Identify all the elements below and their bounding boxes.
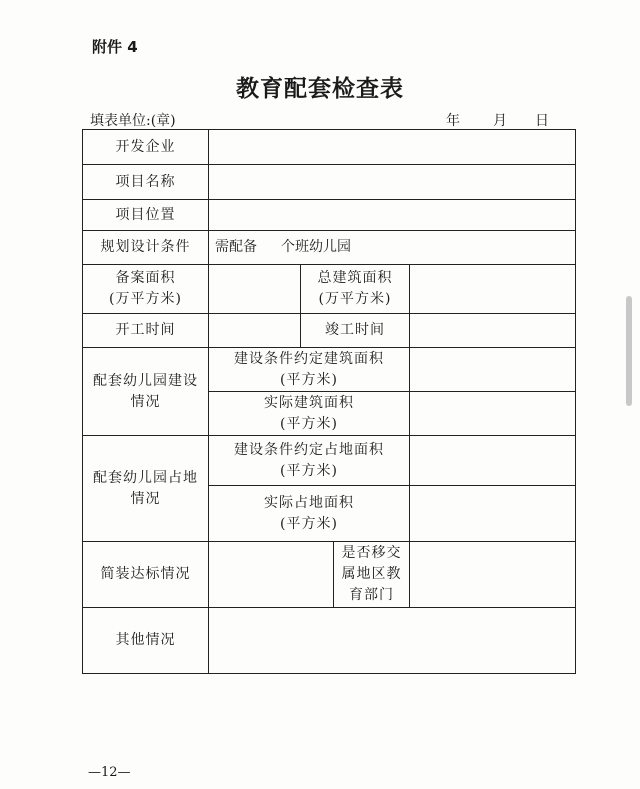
planning-conditions-label: 规划设计条件: [83, 231, 209, 265]
kindergarten-land-label: [83, 436, 209, 542]
table-row: [83, 231, 576, 265]
agreed-build-area-line2: (平方米): [280, 371, 338, 388]
planning-value-a: 需配备: [215, 239, 257, 255]
total-area-label: [301, 265, 410, 314]
table-row: [83, 436, 576, 486]
total-area-field[interactable]: [410, 265, 576, 314]
completion-time-label: 竣工时间: [301, 314, 410, 348]
actual-build-area-line2: (平方米): [280, 415, 338, 432]
other-label: 其他情况: [83, 608, 209, 674]
agreed-build-area-line1: 建设条件约定建筑面积: [234, 350, 384, 367]
developer-field[interactable]: [209, 130, 576, 165]
agreed-land-area-line1: 建设条件约定占地面积: [234, 441, 384, 458]
agreed-build-area-field[interactable]: [410, 348, 576, 392]
project-name-field[interactable]: [209, 165, 576, 200]
project-location-label: 项目位置: [83, 200, 209, 231]
completion-time-field[interactable]: [410, 314, 576, 348]
month-label: 月: [493, 113, 507, 129]
transfer-line1: 是否移交: [341, 545, 402, 561]
actual-build-area-field[interactable]: [410, 392, 576, 436]
kindergarten-build-line1: 配套幼儿园建设: [93, 372, 198, 389]
table-row: [83, 348, 576, 392]
page-number: —12—: [88, 765, 131, 780]
actual-land-area-field[interactable]: [410, 486, 576, 542]
planning-value-b: 个班幼儿园: [281, 239, 351, 255]
actual-land-area-line2: (平方米): [280, 515, 338, 532]
filing-area-line1: 备案面积: [115, 270, 176, 286]
year-label: 年: [446, 113, 460, 129]
developer-label: 开发企业: [83, 130, 209, 165]
start-time-label: 开工时间: [83, 314, 209, 348]
table-row: [83, 200, 576, 231]
table-row: [83, 608, 576, 674]
other-field[interactable]: [209, 608, 576, 674]
start-time-field[interactable]: [209, 314, 301, 348]
filing-area-field[interactable]: [209, 265, 301, 314]
actual-land-area-line1: 实际占地面积: [264, 494, 354, 511]
transfer-line2: 属地区教: [341, 566, 402, 582]
fill-unit-label: 填表单位:(章): [90, 113, 176, 129]
kindergarten-build-label: [83, 348, 209, 436]
kindergarten-build-line2: 情况: [130, 393, 161, 410]
kindergarten-land-line2: 情况: [130, 490, 161, 507]
transfer-field[interactable]: [410, 542, 576, 608]
decoration-field[interactable]: [209, 542, 334, 608]
project-name-label: 项目名称: [83, 165, 209, 200]
total-area-line1: 总建筑面积: [317, 270, 393, 286]
agreed-land-area-line2: (平方米): [280, 462, 338, 479]
planning-conditions-field[interactable]: [209, 231, 576, 265]
table-row: [83, 314, 576, 348]
total-area-line2: (万平方米): [318, 291, 392, 307]
attachment-label: 附件 4: [92, 38, 138, 56]
decoration-label: 简装达标情况: [83, 542, 209, 608]
actual-build-area-line1: 实际建筑面积: [264, 394, 354, 411]
table-row: [83, 165, 576, 200]
agreed-land-area-label: [209, 436, 410, 486]
inspection-form-table: [82, 129, 576, 674]
actual-build-area-label: [209, 392, 410, 436]
filing-area-label: [83, 265, 209, 314]
transfer-label: [334, 542, 410, 608]
table-row: [83, 265, 576, 314]
filing-area-line2: (万平方米): [109, 291, 182, 307]
table-row: [83, 130, 576, 165]
table-row: [83, 542, 576, 608]
scrollbar-thumb[interactable]: [626, 296, 632, 406]
kindergarten-land-line1: 配套幼儿园占地: [93, 469, 198, 486]
day-label: 日: [535, 113, 549, 129]
agreed-build-area-label: [209, 348, 410, 392]
actual-land-area-label: [209, 486, 410, 542]
transfer-line3: 育部门: [349, 587, 394, 603]
page-title: 教育配套检查表: [236, 75, 404, 102]
project-location-field[interactable]: [209, 200, 576, 231]
agreed-land-area-field[interactable]: [410, 436, 576, 486]
